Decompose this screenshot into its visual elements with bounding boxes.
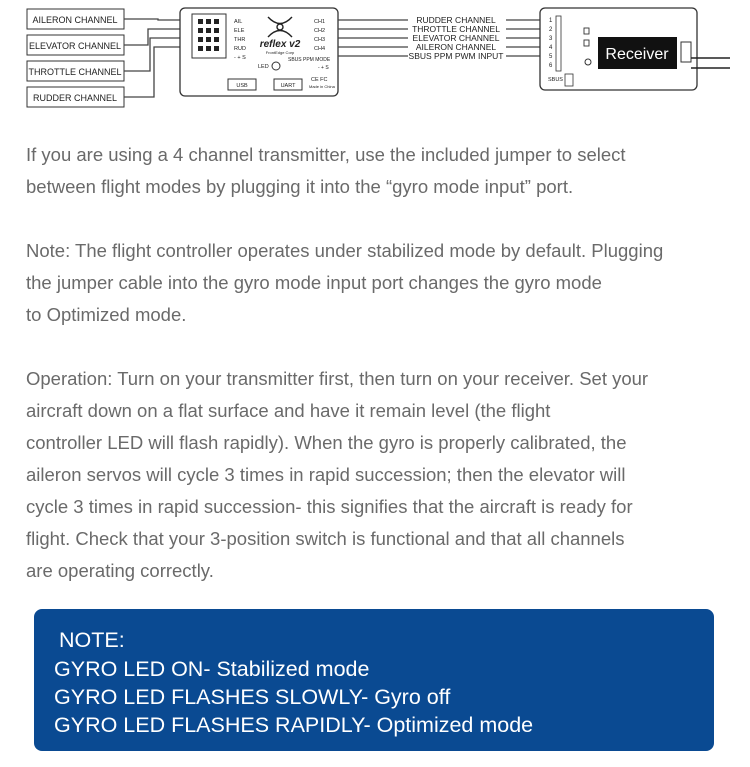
note-title: NOTE: [59,628,125,652]
output-label-aileron: AILERON CHANNEL [415,42,497,52]
paragraph-line: Operation: Turn on your transmitter first, then turn on your receiver. Set your [26,368,649,389]
sbus-ppm-mode-label: SBUS PPM MODE [288,57,331,63]
receiver-ch4-label: 4 [549,45,553,51]
rudder-channel-label: RUDDER CHANNEL [32,93,118,103]
wiring-diagram [0,0,750,110]
note-line-led-on: GYRO LED ON- Stabilized mode [54,657,370,681]
input-wires [124,19,180,97]
paragraph-default-mode-note [26,235,726,331]
output-label-rudder: RUDDER CHANNEL [416,15,496,25]
paragraph-line: cycle 3 times in rapid succession- this signifies that the aircraft is ready for [26,496,633,517]
receiver-ch1-label: 1 [549,18,553,24]
receiver-ch6-label: 6 [549,63,553,69]
port-ele-label: ELE [234,28,245,34]
port-ch2-label: CH2 [314,28,326,34]
paragraph-line: the jumper cable into the gyro mode input port changes the gyro mode [26,272,602,293]
controller-logo-text: reflex v2 [259,39,301,50]
receiver-side-port [681,42,691,62]
port-power-label: - + S [234,55,246,61]
paragraph-line: controller LED will flash rapidly). When the gyro is properly calibrated, the [26,432,627,453]
paragraph-line: aileron servos will cycle 3 times in rapid succession; then the elevator will [26,464,626,485]
receiver-label: Receiver [605,46,669,63]
receiver-ch2-label: 2 [549,27,553,33]
output-label-elevator: ELEVATOR CHANNEL [412,33,500,43]
receiver-ch5-label: 5 [549,54,553,60]
led-indicator [272,62,280,70]
led-label: LED [258,64,269,70]
controller-logo-subtext: FrontEdge Corp [265,50,295,55]
paragraph-line: aircraft down on a flat surface and have it remain level (the flight [26,400,551,421]
port-ch1-label: CH1 [314,19,326,25]
elevator-channel-label: ELEVATOR CHANNEL [28,41,122,51]
paragraph-jumper-instructions [26,139,726,203]
note-line-led-slow: GYRO LED FLASHES SLOWLY- Gyro off [54,685,451,709]
flight-controller [180,8,338,96]
note-box [34,609,714,751]
sbus-ppm-mode-pins: - + S [318,65,329,71]
receiver-status-led [585,59,591,65]
note-line-led-rapid: GYRO LED FLASHES RAPIDLY- Optimized mode [54,713,534,737]
paragraph-line: between flight modes by plugging it into the “gyro mode input” port. [26,176,574,197]
port-ail-label: AIL [234,19,243,25]
paragraph-line: to Optimized mode. [26,304,187,325]
port-thr-label: THR [234,37,246,43]
paragraph-line: Note: The flight controller operates under stabilized mode by default. Plugging [26,240,664,261]
cert-marks: CE FC [311,77,328,83]
receiver-sbus-label: SBUS [548,77,563,83]
paragraph-line: If you are using a 4 channel transmitter, use the included jumper to select [26,144,626,165]
paragraph-operation [26,363,726,587]
uart-label: UART [280,83,296,89]
receiver-ch3-label: 3 [549,36,553,42]
port-rud-label: RUD [234,46,246,52]
usb-label: USB [236,83,248,89]
receiver-sbus-port [565,74,573,86]
output-label-throttle: THROTTLE CHANNEL [412,24,500,34]
output-label-sbus: SBUS PPM PWM INPUT [408,51,504,61]
paragraph-line: are operating correctly. [26,560,214,581]
made-in-label: Made in China [309,84,335,89]
port-ch4-label: CH4 [314,46,326,52]
paragraph-line: flight. Check that your 3-position switch is functional and that all channels [26,528,625,549]
input-channel-boxes [27,9,124,107]
throttle-channel-label: THROTTLE CHANNEL [28,67,122,77]
aileron-channel-label: AILERON CHANNEL [32,15,118,25]
port-ch3-label: CH3 [314,37,326,43]
receiver [540,8,697,90]
